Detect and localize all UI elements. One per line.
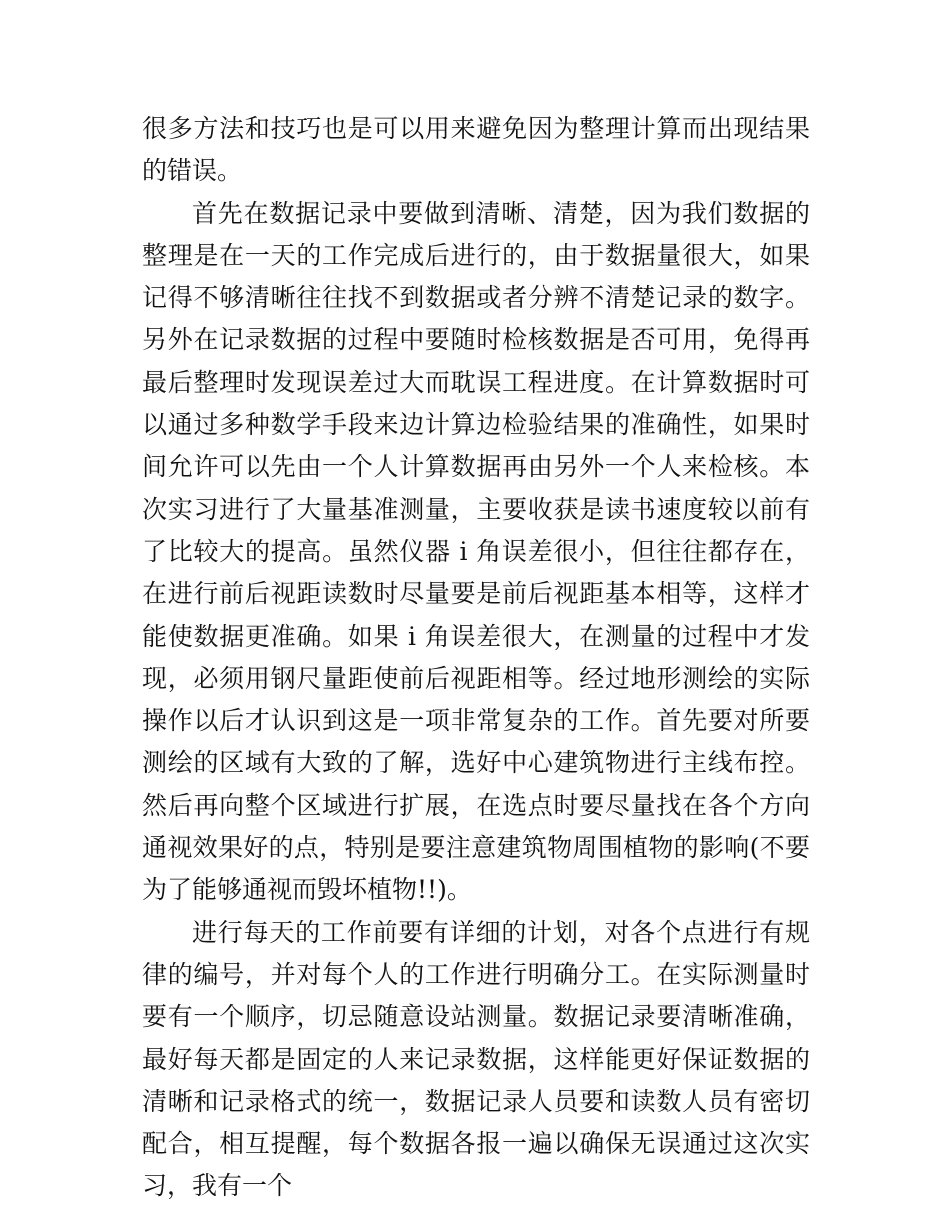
paragraph-continuation: 很多方法和技巧也是可以用来避免因为整理计算而出现结果的错误。 (142, 114, 810, 186)
paragraph-data-recording: 首先在数据记录中要做到清晰、清楚，因为我们数据的整理是在一天的工作完成后进行的，由于数据量很大，如果记得不够清晰往往找不到数据或者分辨不清楚记录的数字。另外在记录数据的过程中要随时检核数据是否可用，免得再最后整理时发现误差过大而耽误工程进度。在计算数据时可以通过多种数学手段来边计算边检验结果的准确性，如果时间允许可以先由一个人计算数据再由另外一个人来检核。本次实习进行了大量基准测量，主要收获是读书速度较以前有了比较大的提高。虽然仪器 i 角误差很小，但往往都存在，在进行前后视距读数时尽量要是前后视距基本相等，这样才能使数据更准确。如果 i 角误差很大，在测量的过程中才发现，必须用钢尺量距使前后视距相等。经过地形测绘的实际操作以后才认识到这是一项非常复杂的工作。首先要对所要测绘的区域有大致的了解，选好中心建筑物进行主线布控。然后再向整个区域进行扩展，在选点时要尽量找在各个方向通视效果好的点，特别是要注意建筑物周围植物的影响(不要为了能够通视而毁坏植物!!)。 (142, 198, 810, 905)
paragraph-daily-planning: 进行每天的工作前要有详细的计划，对各个点进行有规律的编号，并对每个人的工作进行明确分工。在实际测量时要有一个顺序，切忌随意设站测量。数据记录要清晰准确，最好每天都是固定的人来记录数据，这样能更好保证数据的清晰和记录格式的统一，数据记录人员要和读数人员有密切配合，相互提醒，每个数据各报一遍以确保无误通过这次实习，我有一个 (142, 917, 810, 1201)
body-text (142, 108, 810, 1208)
